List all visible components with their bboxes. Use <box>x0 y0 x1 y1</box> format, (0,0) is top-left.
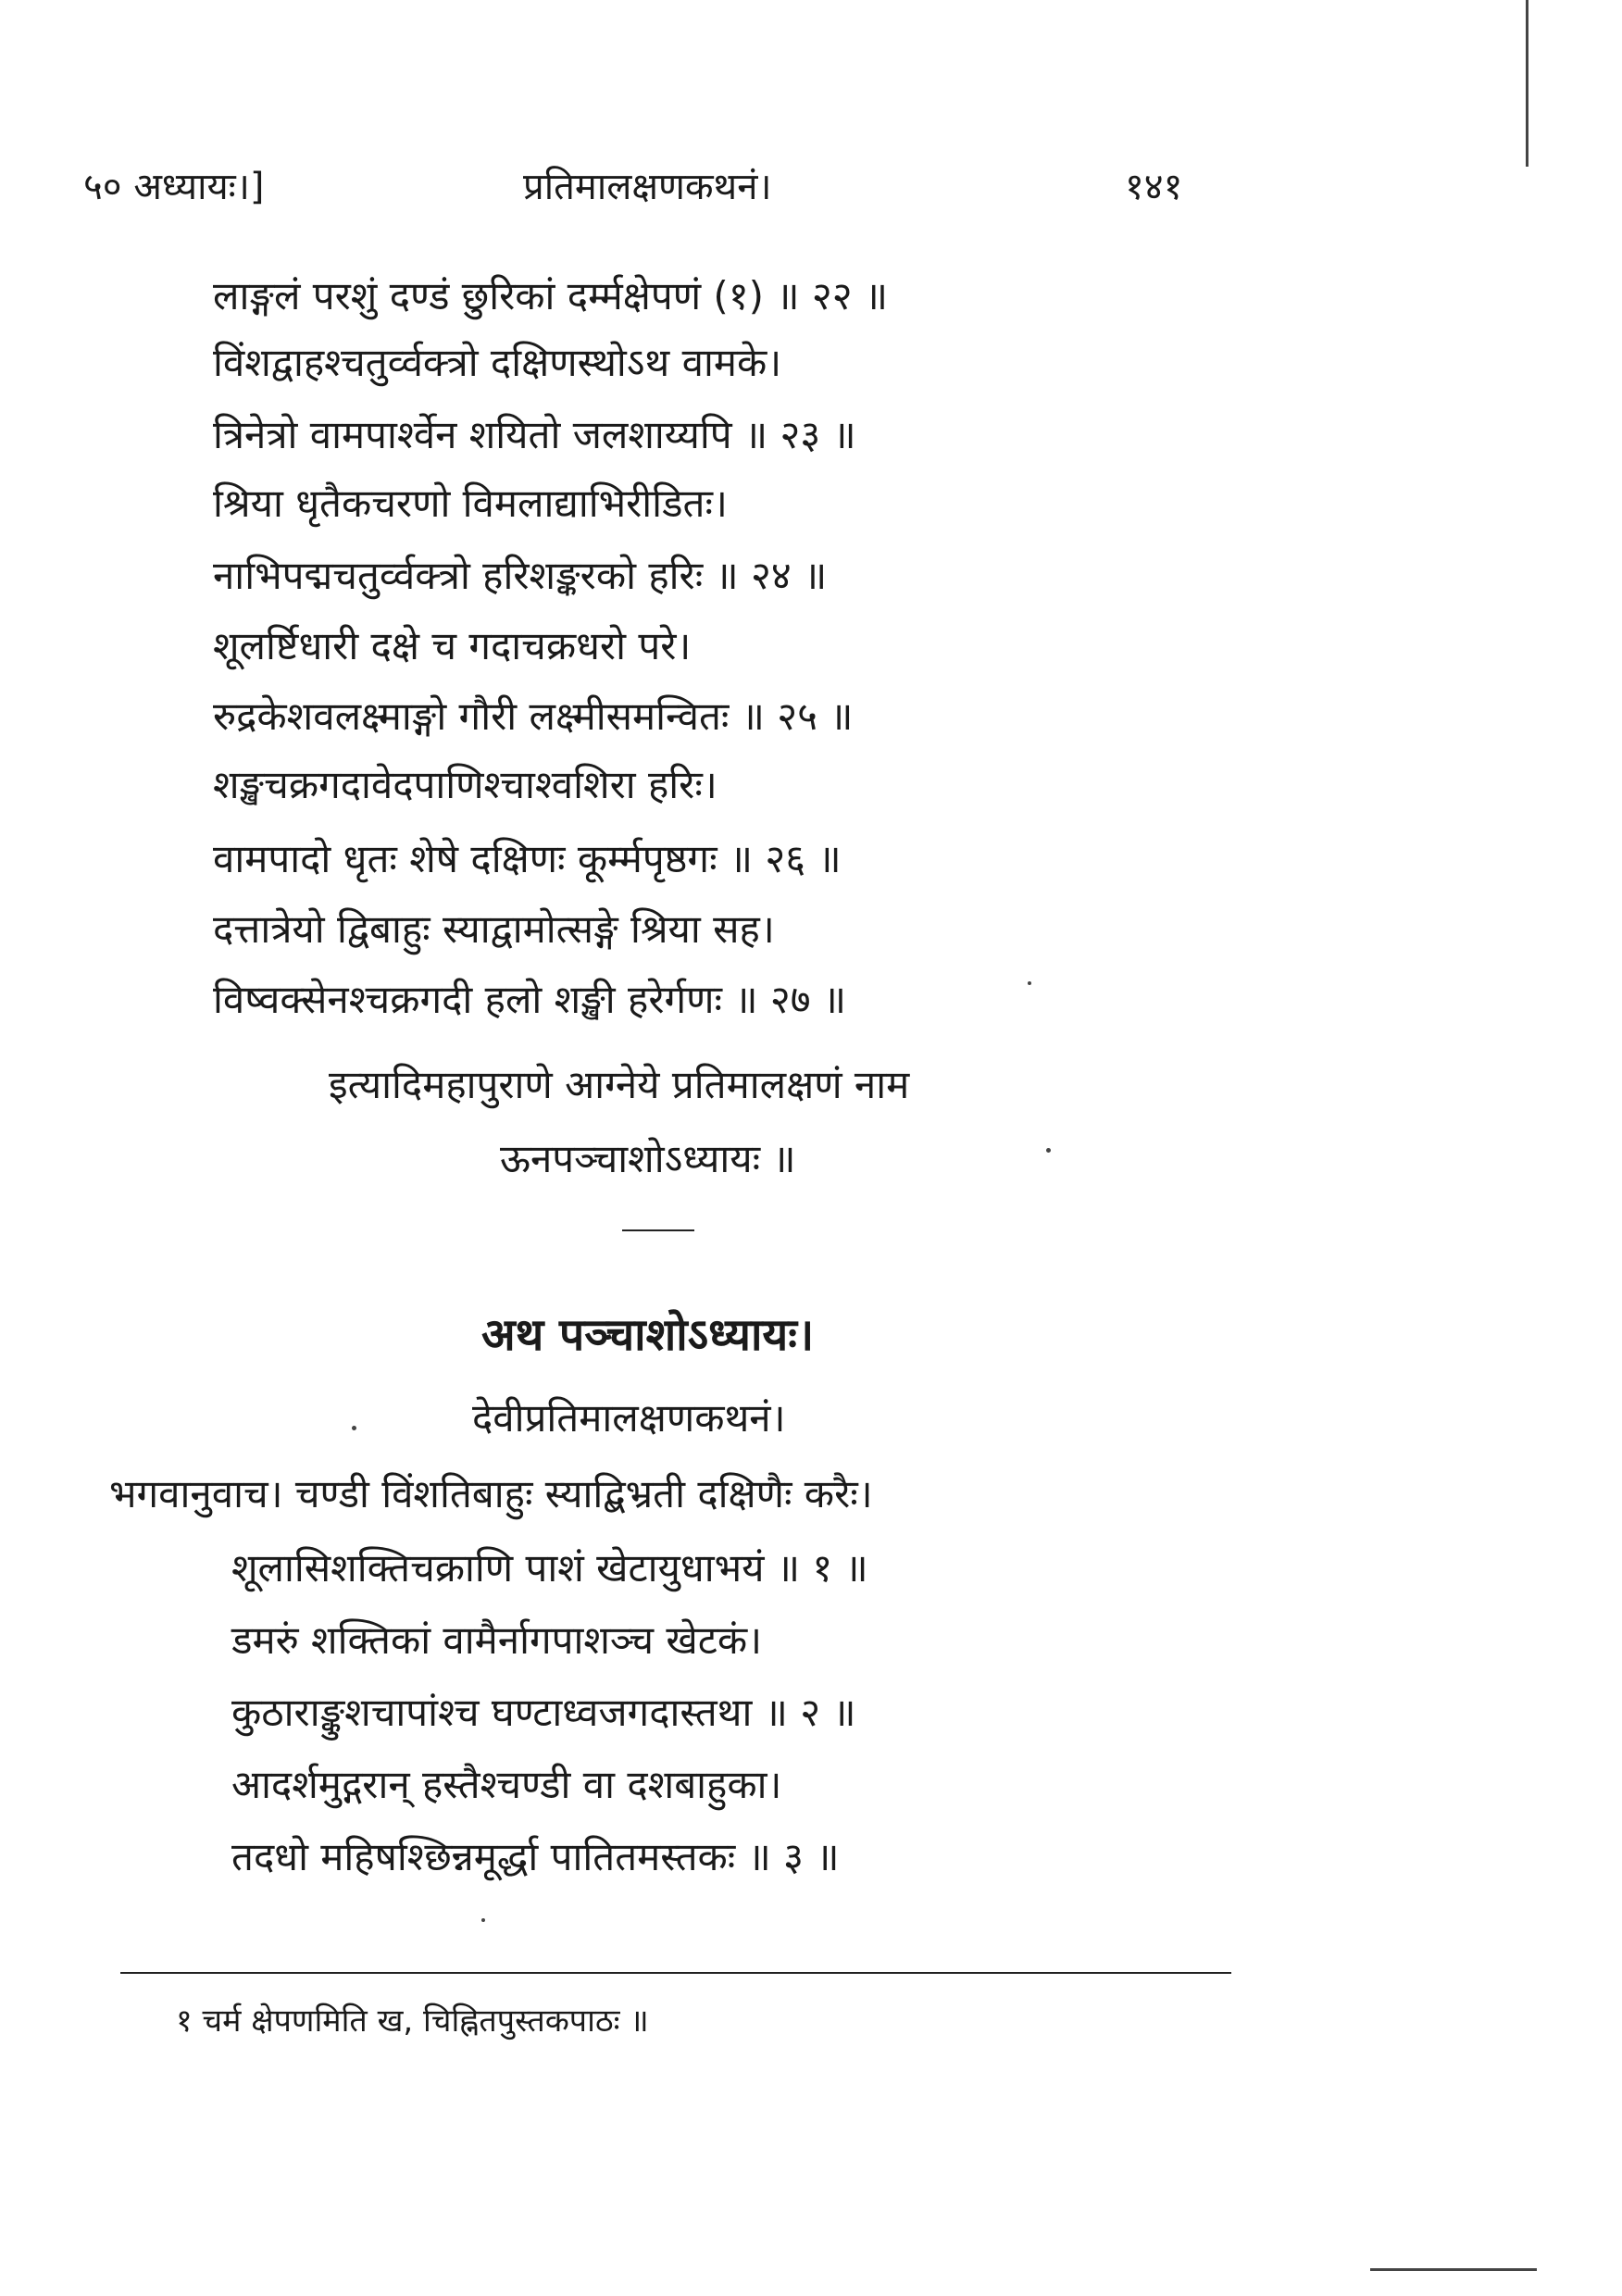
verse-line: नाभिपद्मचतुर्व्वक्त्रो हरिशङ्करको हरिः ॥ २४ ॥ <box>213 553 828 598</box>
verse-line: दत्तात्रेयो द्विबाहुः स्याद्वामोत्सङ्गे श्रिया सह। <box>213 906 775 952</box>
colophon-line: इत्यादिमहापुराणे आग्नेये प्रतिमालक्षणं नाम <box>329 1062 910 1107</box>
verse-line: कुठाराङ्कुशचापांश्च घण्टाध्वजगदास्तथा ॥ २ ॥ <box>231 1690 856 1735</box>
footnote: १ चर्म क्षेपणमिति ख, चिह्नितपुस्तकपाठः ॥ <box>176 2003 649 2040</box>
chapter-heading: अथ पञ्चाशोऽध्यायः। <box>481 1309 815 1361</box>
verse-line: लाङ्गलं परशुं दण्डं छुरिकां दर्म्मक्षेपणं (१) ॥ २२ ॥ <box>213 273 889 318</box>
scan-edge-mark <box>1370 2268 1537 2271</box>
verse-line-first: भगवानुवाच। चण्डी विंशतिबाहुः स्याद्बिभ्रती दक्षिणैः करैः। <box>109 1471 873 1516</box>
scan-speck <box>1046 1148 1051 1153</box>
running-header-title: प्रतिमालक्षणकथनं। <box>523 166 772 208</box>
verse-line: वामपादो धृतः शेषे दक्षिणः कूर्म्मपृष्ठगः ॥ २६ ॥ <box>213 836 842 881</box>
scan-speck <box>352 1426 356 1430</box>
verse-line: आदर्शमुद्गरान् हस्तैश्चण्डी वा दशबाहुका। <box>231 1762 782 1807</box>
verse-line: त्रिनेत्रो वामपार्श्वेन शयितो जलशाय्यपि ॥ २३ ॥ <box>213 412 856 457</box>
verse-line: रुद्रकेशवलक्ष्माङ्गो गौरी लक्ष्मीसमन्वितः ॥ २५ ॥ <box>213 693 854 739</box>
scan-edge-mark <box>1526 0 1528 167</box>
page-number: १४१ <box>1125 166 1183 208</box>
footnote-rule <box>120 1972 1231 1974</box>
chapter-subtitle: देवीप्रतिमालक्षणकथनं। <box>472 1395 786 1441</box>
verse-line: शूलर्ष्टिधारी दक्षे च गदाचक्रधरो परे। <box>213 623 692 668</box>
verse-line: डमरुं शक्तिकां वामैर्नागपाशञ्च खेटकं। <box>231 1617 763 1663</box>
running-header-left: ५० अध्यायः।] <box>83 166 265 208</box>
verse-line: विष्वक्सेनश्चक्रगदी हलो शङ्खी हरेर्गणः ॥ २७ ॥ <box>213 977 847 1022</box>
colophon-line: ऊनपञ्चाशोऽध्यायः ॥ <box>500 1136 796 1181</box>
verse-line: शङ्खचक्रगदावेदपाणिश्चाश्वशिरा हरिः। <box>213 762 717 807</box>
scan-speck <box>1028 981 1031 985</box>
verse-line: विंशद्वाहश्चतुर्व्वक्त्रो दक्षिणस्थोऽथ वामके। <box>213 340 782 385</box>
scan-speck <box>481 1918 485 1922</box>
verse-line: शूलासिशक्तिचक्राणि पाशं खेटायुधाभयं ॥ १ ॥ <box>231 1545 868 1591</box>
section-divider <box>622 1229 694 1231</box>
verse-line: श्रिया धृतैकचरणो विमलाद्याभिरीडितः। <box>213 480 728 526</box>
verse-line: तदधो महिषश्छिन्नमूर्द्धा पातितमस्तकः ॥ ३ ॥ <box>231 1834 840 1879</box>
